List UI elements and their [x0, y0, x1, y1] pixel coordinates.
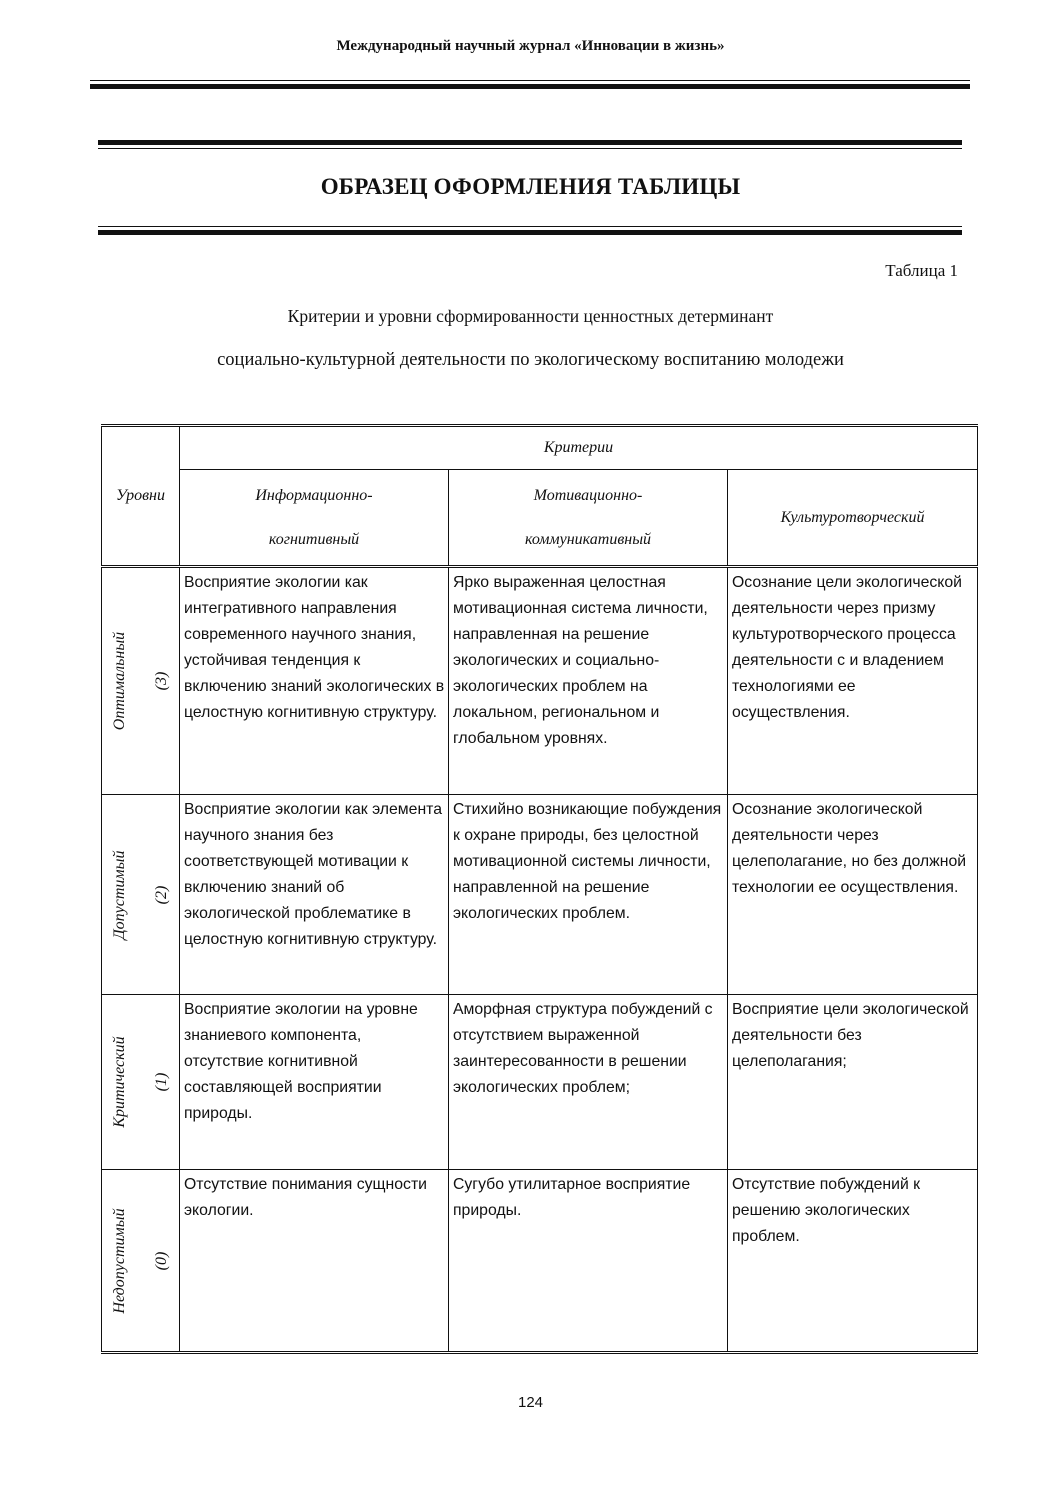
table-cell: Отсутствие побуждений к решению экологических проблем.	[728, 1170, 978, 1353]
table-cell: Восприятие экологии как элемента научного знания без соответствующей мотивации к включению знаний об экологической проблематике в целостную когнитивную структуру.	[180, 795, 449, 995]
journal-header: Международный научный журнал «Инновации в жизнь»	[336, 38, 725, 54]
level-cell	[102, 1170, 180, 1353]
title-rule-bottom	[98, 226, 962, 235]
table-cell: Восприятие экологии как интегративного направления современного научного знания, устойчивая тенденция к включению знаний экологических в целостную когнитивную структуру.	[180, 567, 449, 795]
title-rule-top	[98, 140, 962, 149]
level-score: (3)	[152, 671, 170, 691]
table-row	[102, 995, 978, 1170]
criterion-header-3: Культуротворческий	[728, 470, 978, 567]
table-cell: Стихийно возникающие побуждения к охране природы, без целостной мотивационной системы личности, направленной на решение экологических проблем.	[449, 795, 728, 995]
table-cell: Отсутствие понимания сущности экологии.	[180, 1170, 449, 1353]
level-name: Недопустимый	[110, 1207, 128, 1314]
level-name: Критический	[110, 1036, 128, 1128]
level-cell	[102, 795, 180, 995]
levels-header: Уровни	[102, 426, 180, 567]
table-cell: Аморфная структура побуждений с отсутствием выраженной заинтересованности в решении экологических проблем;	[449, 995, 728, 1170]
level-score: (1)	[152, 1072, 170, 1092]
table-subheader-row	[102, 470, 978, 567]
table-row	[102, 567, 978, 795]
criterion-header-2: Мотивационно- коммуникативный	[449, 470, 728, 567]
level-name: Оптимальный	[110, 631, 128, 731]
table-cell: Сугубо утилитарное восприятие природы.	[449, 1170, 728, 1353]
page-number: 124	[517, 1394, 544, 1411]
criterion-header-1: Информационно- когнитивный	[180, 470, 449, 567]
level-score: (0)	[152, 1251, 170, 1270]
level-cell	[102, 567, 180, 795]
header-rule	[90, 80, 970, 89]
table-cell: Осознание экологической деятельности через целеполагание, но без должной технологии ее осуществления.	[728, 795, 978, 995]
page-title: ОБРАЗЕЦ ОФОРМЛЕНИЯ ТАБЛИЦЫ	[320, 174, 741, 199]
level-name: Допустимый	[110, 850, 128, 939]
criteria-table	[101, 424, 978, 1354]
level-score: (2)	[152, 885, 170, 904]
table-cell: Осознание цели экологической деятельности через призму культуротворческого процесса деятельности с и владением технологиями ее осуществления.	[728, 567, 978, 795]
table-row	[102, 1170, 978, 1353]
table-row	[102, 795, 978, 995]
table-cell: Восприятие цели экологической деятельности без целеполагания;	[728, 995, 978, 1170]
table-caption-line1: Критерии и уровни сформированности ценностных детерминант	[287, 306, 774, 326]
criteria-header: Критерии	[180, 426, 978, 470]
table-cell: Восприятие экологии на уровне знаниевого компонента, отсутствие когнитивной составляющей восприятии природы.	[180, 995, 449, 1170]
level-cell	[102, 995, 180, 1170]
table-number: Таблица 1	[885, 261, 958, 280]
table-cell: Ярко выраженная целостная мотивационная система личности, направленная на решение экологических и социально-экологических проблем на локальном, региональном и глобальном уровнях.	[449, 567, 728, 795]
table-header-row	[102, 426, 978, 470]
table-caption-line2: социально-культурной деятельности по экологическому воспитанию молодежи	[217, 350, 844, 370]
